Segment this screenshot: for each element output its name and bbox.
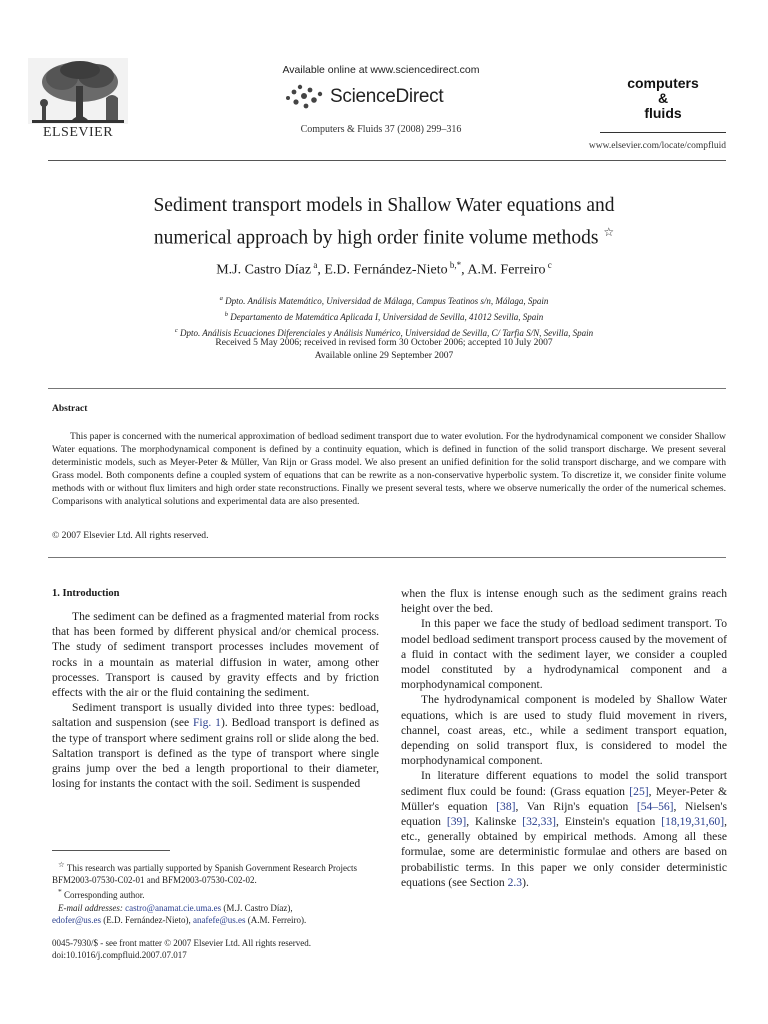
affiliation-c-text: Dpto. Análisis Ecuaciones Diferenciales y Análisis Numérico, Universidad de Sevilla, C/ Tarfia S/N, Sevilla, Spain xyxy=(179,328,594,338)
journal-url[interactable]: www.elsevier.com/locate/compfluid xyxy=(588,141,726,151)
affiliations xyxy=(60,292,708,340)
footnote-divider xyxy=(52,850,170,851)
footnotes xyxy=(52,859,379,926)
journal-logo xyxy=(600,76,726,121)
author-sep-2: , xyxy=(461,262,468,278)
ref-link-54-56[interactable]: [54–56] xyxy=(636,799,674,813)
email-label: E-mail addresses: xyxy=(58,902,123,913)
author-2[interactable]: E.D. Fernández-Nieto xyxy=(324,262,448,278)
p5-text-8: ). xyxy=(522,875,529,889)
intro-paragraph-4: The hydrodynamical component is modeled by Shallow Water equations, which is are used to study fluid movement in rivers, channel, coast areas, etc., while a sediment transport equation, depending on solid transport flux, is considered to model the morphodynamical component. xyxy=(401,693,727,768)
journal-logo-line2: & xyxy=(657,90,669,106)
available-online-text: Available online at www.sciencedirect.com xyxy=(282,64,480,76)
ref-link-38[interactable]: [38] xyxy=(496,799,516,813)
intro-paragraph-1: The sediment can be defined as a fragmented material from rocks that has been formed by different physical and/or chemical process. The study of sediment transport processes includes movement of rocks in a mountain as material diffusion in water, among other processes. Transport is caused by gravity effects and by friction effects with the air or the fluid containing the sediment. xyxy=(52,610,379,700)
left-column xyxy=(52,609,379,791)
ref-link-18-19-31-60[interactable]: [18,19,31,60] xyxy=(661,815,725,829)
ref-link-39[interactable]: [39] xyxy=(446,815,467,829)
journal-reference: Computers & Fluids 37 (2008) 299–316 xyxy=(300,124,462,135)
corresponding-asterisk: * xyxy=(58,887,62,897)
abstract-bottom-divider xyxy=(48,557,726,558)
affiliation-a-text: Dpto. Análisis Matemático, Universidad de Málaga, Campus Teatinos s/n, Málaga, Spain xyxy=(225,296,549,306)
journal-logo-rule xyxy=(600,132,726,133)
author-3[interactable]: A.M. Ferreiro xyxy=(467,262,546,278)
section-2-3-link[interactable]: 2.3 xyxy=(507,875,523,889)
intro-paragraph-2 xyxy=(52,700,379,791)
affiliation-b-mark: b xyxy=(224,311,228,318)
intro-paragraph-3: In this paper we face the study of bedload sediment transport. To model bedload sediment transport process caused by the movement of a fluid in contact with the sediment layer, we consider a coupled model constituted by a hydrodynamical component and a morphodynamical component. xyxy=(401,617,727,692)
funding-text: This research was partially supported by Spanish Government Research Projects BFM2003-07530-C02-01 and BFM2003-07530-C02-02. xyxy=(52,863,357,886)
abstract-copyright: © 2007 Elsevier Ltd. All rights reserved. xyxy=(52,530,209,541)
online-date: Available online 29 September 2007 xyxy=(314,350,454,361)
affiliation-b-text: Departamento de Matemática Aplicada I, Universidad de Sevilla, 41012 Sevilla, Spain xyxy=(230,312,544,322)
intro-paragraph-5 xyxy=(401,768,727,890)
author-1-affil: a xyxy=(313,260,318,270)
title-line-2: numerical approach by high order finite volume methods xyxy=(153,227,599,249)
abstract-heading: Abstract xyxy=(52,404,88,414)
journal-logo-line3: fluids xyxy=(644,105,682,121)
received-dates: Received 5 May 2006; received in revised form 30 October 2006; accepted 10 July 2007 xyxy=(215,338,553,348)
email-name-ferreiro: (A.M. Ferreiro). xyxy=(245,914,307,925)
intro-p2-text-a: Sediment transport is usually divided into three types: bedload, saltation and suspension (see xyxy=(52,701,379,730)
affiliation-a xyxy=(60,292,708,308)
email-link-castro[interactable]: castro@anamat.cie.uma.es xyxy=(125,902,222,913)
author-2-affil: b,* xyxy=(449,260,462,270)
email-name-castro: (M.J. Castro Díaz), xyxy=(221,902,293,913)
ref-link-32-33[interactable]: [32,33] xyxy=(522,815,557,829)
email-link-ferreiro[interactable]: anafefe@us.es xyxy=(193,914,246,925)
publisher-name: ELSEVIER xyxy=(42,125,114,140)
abstract-body: This paper is concerned with the numerical approximation of bedload sediment transport due to water evolution. For the hydrodynamical component we consider Shallow Water equations. The morphodynamical component is defined by a continuity equation, which is defined in function of the solid transport discharge. We present several deterministic models, such as Meyer-Peter & Müller, Van Rijn or Grass model. We also present an unified definition for the solid transport discharge, and we compare with Grass model. Both components define a coupled system of equations that can be rewrite as a non-conservative hyperbolic system. To discretize it, we consider finite volume methods with or without flux limiters and high order state reconstructions. Finally we present several tests, where we observe numerically the order of the numerical schemes. Comparisons with analytical solutions and experimental data are also presented. xyxy=(52,431,726,507)
p5-text-3: , Van Rijn's equation xyxy=(515,799,637,813)
email-link-fernandez[interactable]: edofer@us.es xyxy=(52,914,102,925)
title-line-1: Sediment transport models in Shallow Water equations and xyxy=(153,195,615,216)
affiliation-c-mark: c xyxy=(174,327,178,334)
author-list xyxy=(60,260,708,279)
section-heading-introduction: 1. Introduction xyxy=(52,588,120,599)
p5-text-7: , etc., generally obtained by empirical methods. Among all these formulae, some are deterministic formulae and others are based on probabilistic terms. In this paper we only consider deterministic equations (see Section xyxy=(401,815,727,889)
p5-text-6: , Einstein's equation xyxy=(556,815,662,829)
email-name-fernandez: (E.D. Fernández-Nieto), xyxy=(101,914,193,925)
p5-text-5: , Kalinske xyxy=(466,815,523,829)
issn-line: 0045-7930/$ - see front matter © 2007 Elsevier Ltd. All rights reserved. xyxy=(52,938,312,948)
abstract-top-divider xyxy=(48,388,726,389)
author-sep-1: , xyxy=(317,262,325,278)
corresponding-author-footnote xyxy=(52,886,379,901)
email-footnote xyxy=(52,902,379,926)
affiliation-b xyxy=(60,308,708,324)
sciencedirect-logo-text: ScienceDirect xyxy=(330,86,444,107)
ref-link-25[interactable]: [25] xyxy=(629,784,649,798)
author-1[interactable]: M.J. Castro Díaz xyxy=(216,262,312,278)
affiliation-a-mark: a xyxy=(219,295,223,302)
intro-continuation: when the flux is intense enough such as the sediment grains reach height over the bed. xyxy=(401,587,727,616)
article-dates xyxy=(60,337,708,362)
article-title xyxy=(60,193,708,252)
corresponding-text: Corresponding author. xyxy=(61,890,145,901)
journal-logo-line1: computers xyxy=(627,75,699,91)
doi-line[interactable]: doi:10.1016/j.compfluid.2007.07.017 xyxy=(52,950,187,960)
author-3-affil: c xyxy=(547,260,552,270)
figure-1-link[interactable]: Fig. 1 xyxy=(192,716,221,730)
header-divider xyxy=(48,160,726,161)
title-footnote-star-icon[interactable]: ☆ xyxy=(603,225,615,239)
funding-footnote xyxy=(52,859,379,886)
intro-p2-text-b: ). Bedload transport is defined as the type of transport where sediment grains roll or slide along the bed. Saltation transport is defined as the type of transport where single grains jump over the bed a length proportional to their diameter, losing for instants the contact with the soil. Sediment is suspended xyxy=(52,716,379,791)
funding-star-icon: ☆ xyxy=(58,860,65,869)
p5-text-2: , Meyer-Peter & Müller's equation xyxy=(401,784,727,813)
right-column xyxy=(401,586,727,890)
front-matter xyxy=(52,937,379,961)
p5-text-1: In literature different equations to model the solid transport sediment flux could be found: (Grass equation xyxy=(401,769,727,798)
p5-text-4: , Nielsen's equation xyxy=(401,799,727,829)
